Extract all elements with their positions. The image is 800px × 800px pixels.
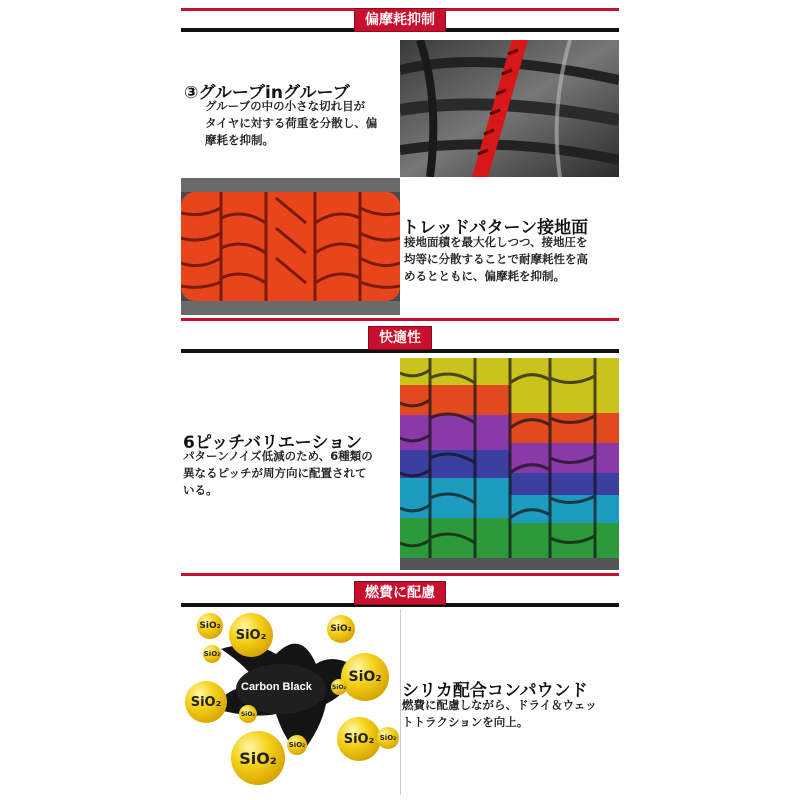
text-line: いる。	[183, 483, 218, 497]
text-line: トトラクションを向上。	[402, 715, 529, 729]
sio2-particle: SiO₂	[231, 731, 285, 785]
text-line: 摩耗を抑制。	[205, 133, 274, 147]
sio2-particle: SiO₂	[377, 727, 399, 749]
sio2-particle: SiO₂	[341, 653, 389, 701]
sio2-particle: SiO₂	[337, 717, 381, 761]
tread-footprint-graphic	[181, 178, 400, 315]
text-line: 均等に分散することで耐摩耗性を高	[404, 252, 588, 266]
text-line: めるとともに、偏摩耗を抑制。	[404, 269, 565, 283]
section-header-comfort	[181, 318, 619, 358]
feature-text-pitch	[183, 448, 398, 499]
pitch-variation-graphic	[400, 358, 619, 570]
feature-title-pitch: 6ピッチバリエーション	[183, 433, 363, 453]
text-line: パターンノイズ低減のため、6種類の	[183, 449, 373, 463]
sio2-particle: SiO₂	[197, 613, 223, 639]
feature-title-tread: トレッドパターン接地面	[402, 218, 589, 238]
sio2-particle: SiO₂	[229, 613, 273, 657]
text-line: 燃費に配慮しながら、ドライ＆ウェッ	[402, 698, 597, 712]
carbon-black-label: Carbon Black	[241, 681, 312, 693]
silica-diagram	[181, 609, 401, 795]
sio2-particle: SiO₂	[331, 679, 347, 695]
pitch-variation-image	[400, 358, 619, 570]
feature-title-silica: シリカ配合コンパウンド	[402, 681, 588, 701]
text-line: 異なるピッチが周方向に配置されて	[183, 466, 367, 480]
sio2-particle: SiO₂	[327, 615, 355, 643]
sio2-particle: SiO₂	[203, 645, 221, 663]
feature-text-tread	[404, 234, 619, 285]
feature-title-groove: ③グルーブinグルーブ	[184, 83, 350, 103]
section-header-wear	[181, 8, 619, 32]
section-heading: 偏摩耗抑制	[354, 8, 446, 32]
sio2-particle: SiO₂	[239, 705, 257, 723]
section-heading: 燃費に配慮	[354, 581, 446, 605]
sio2-particle: SiO₂	[185, 681, 227, 723]
feature-text-silica	[402, 697, 619, 731]
sio2-particle: SiO₂	[287, 735, 307, 755]
groove-closeup-image	[400, 40, 619, 177]
text-line: 接地面積を最大化しつつ、接地圧を	[404, 235, 588, 249]
text-line: グルーブの中の小さな切れ目が	[205, 99, 366, 113]
section-header-fuel	[181, 573, 619, 609]
feature-text-groove	[205, 98, 400, 149]
tread-footprint-image	[181, 178, 400, 315]
section-heading: 快適性	[368, 326, 432, 350]
text-line: タイヤに対する荷重を分散し、偏	[205, 116, 378, 130]
groove-closeup-graphic	[400, 40, 619, 177]
